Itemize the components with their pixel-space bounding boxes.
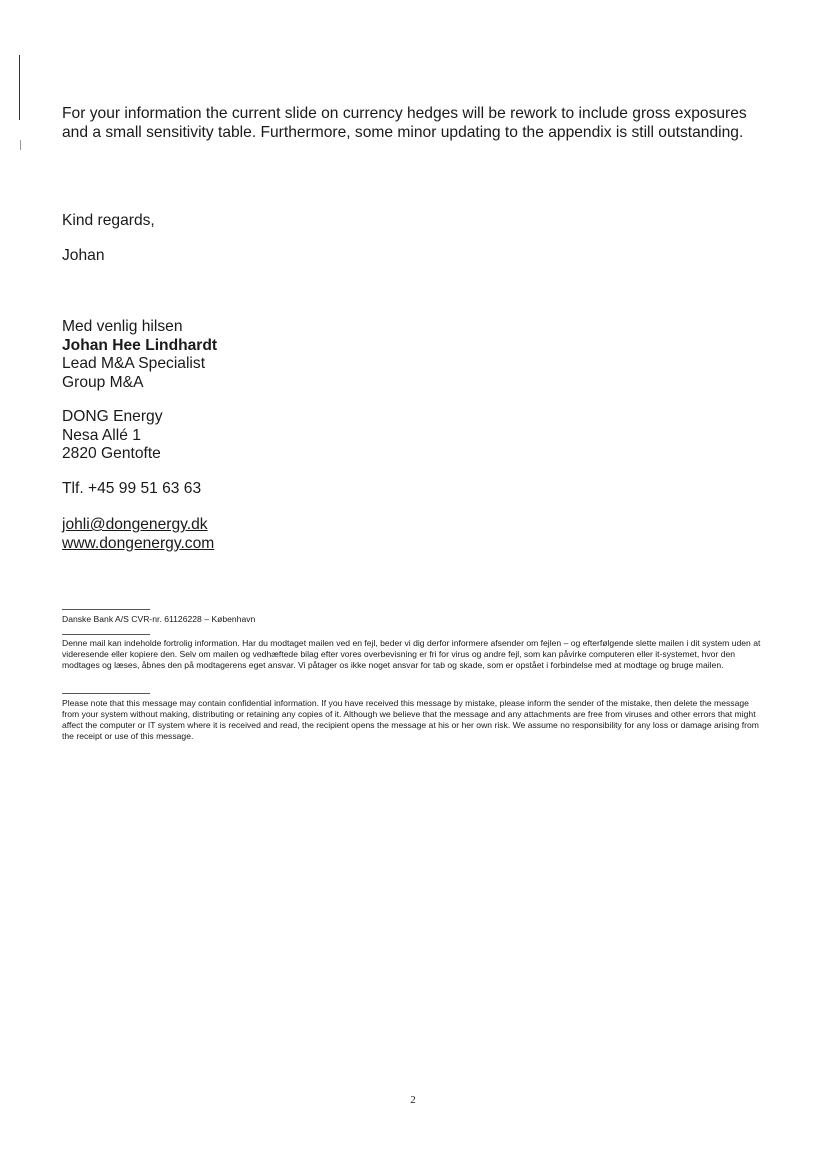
signature-phone: Tlf. +45 99 51 63 63 xyxy=(62,480,202,497)
email-sender-first-name: Johan xyxy=(62,247,105,264)
scan-margin-mark xyxy=(20,140,21,150)
danish-disclaimer: Denne mail kan indeholde fortrolig information. Har du modtaget mailen ved en fejl, beder vi dig derfor informere afsender om fejlen – og efterfølgende slette mailen i dit system uden at videresende eller kopiere den. Selv om mailen og vedhæftede bilag efter vores overbevisning er fri for virus og andre fejl, som kan påvirke computeren eller it-systemet, hvor den modtages og læses, åbnes den på modtagerens eget ansvar. Vi påtager os ikke noget ansvar for tab og skade, som er opstået i forbindelse med at modtage og bruge mailen. xyxy=(62,638,761,670)
email-intro-paragraph: For your information the current slide on currency hedges will be rework to include gross exposures and a small sensitivity table. Furthermore, some minor updating to the appendix is still outstanding. xyxy=(62,105,747,141)
legal-divider xyxy=(62,693,150,694)
english-disclaimer: Please note that this message may contain confidential information. If you have received this message by mistake, please inform the sender of the mistake, then delete the message from your system without making, distributing or retaining any copies of it. Although we believe that the message and any attachments are free from viruses and other errors that might affect the computer or IT system where it is received and read, the recipient opens the message at his or her own risk. We assume no responsibility for any loss or damage arising from the receipt or use of this message. xyxy=(62,698,759,741)
page-number: 2 xyxy=(410,1094,416,1106)
legal-divider xyxy=(62,634,150,635)
signature-links xyxy=(62,516,214,553)
signature-street: Nesa Allé 1 xyxy=(62,426,141,444)
email-closing: Kind regards, xyxy=(62,212,155,229)
signature-website-link[interactable]: www.dongenergy.com xyxy=(62,534,215,552)
bank-registration-line: Danske Bank A/S CVR-nr. 61126228 – København xyxy=(62,614,256,624)
signature-company: DONG Energy xyxy=(62,408,163,425)
signature-phone-block xyxy=(62,480,201,499)
signature-identity xyxy=(62,318,217,392)
signature-email-link[interactable]: johli@dongenergy.dk xyxy=(62,516,208,533)
signature-greeting: Med venlig hilsen xyxy=(62,318,183,335)
signature-title: Lead M&A Specialist xyxy=(62,355,206,372)
legal-divider xyxy=(62,609,150,610)
signature-department: Group M&A xyxy=(62,373,144,391)
signature-city: 2820 Gentofte xyxy=(62,445,161,462)
signature-address xyxy=(62,408,163,464)
signature-name: Johan Hee Lindhardt xyxy=(62,336,218,354)
scan-margin-line xyxy=(19,55,20,120)
